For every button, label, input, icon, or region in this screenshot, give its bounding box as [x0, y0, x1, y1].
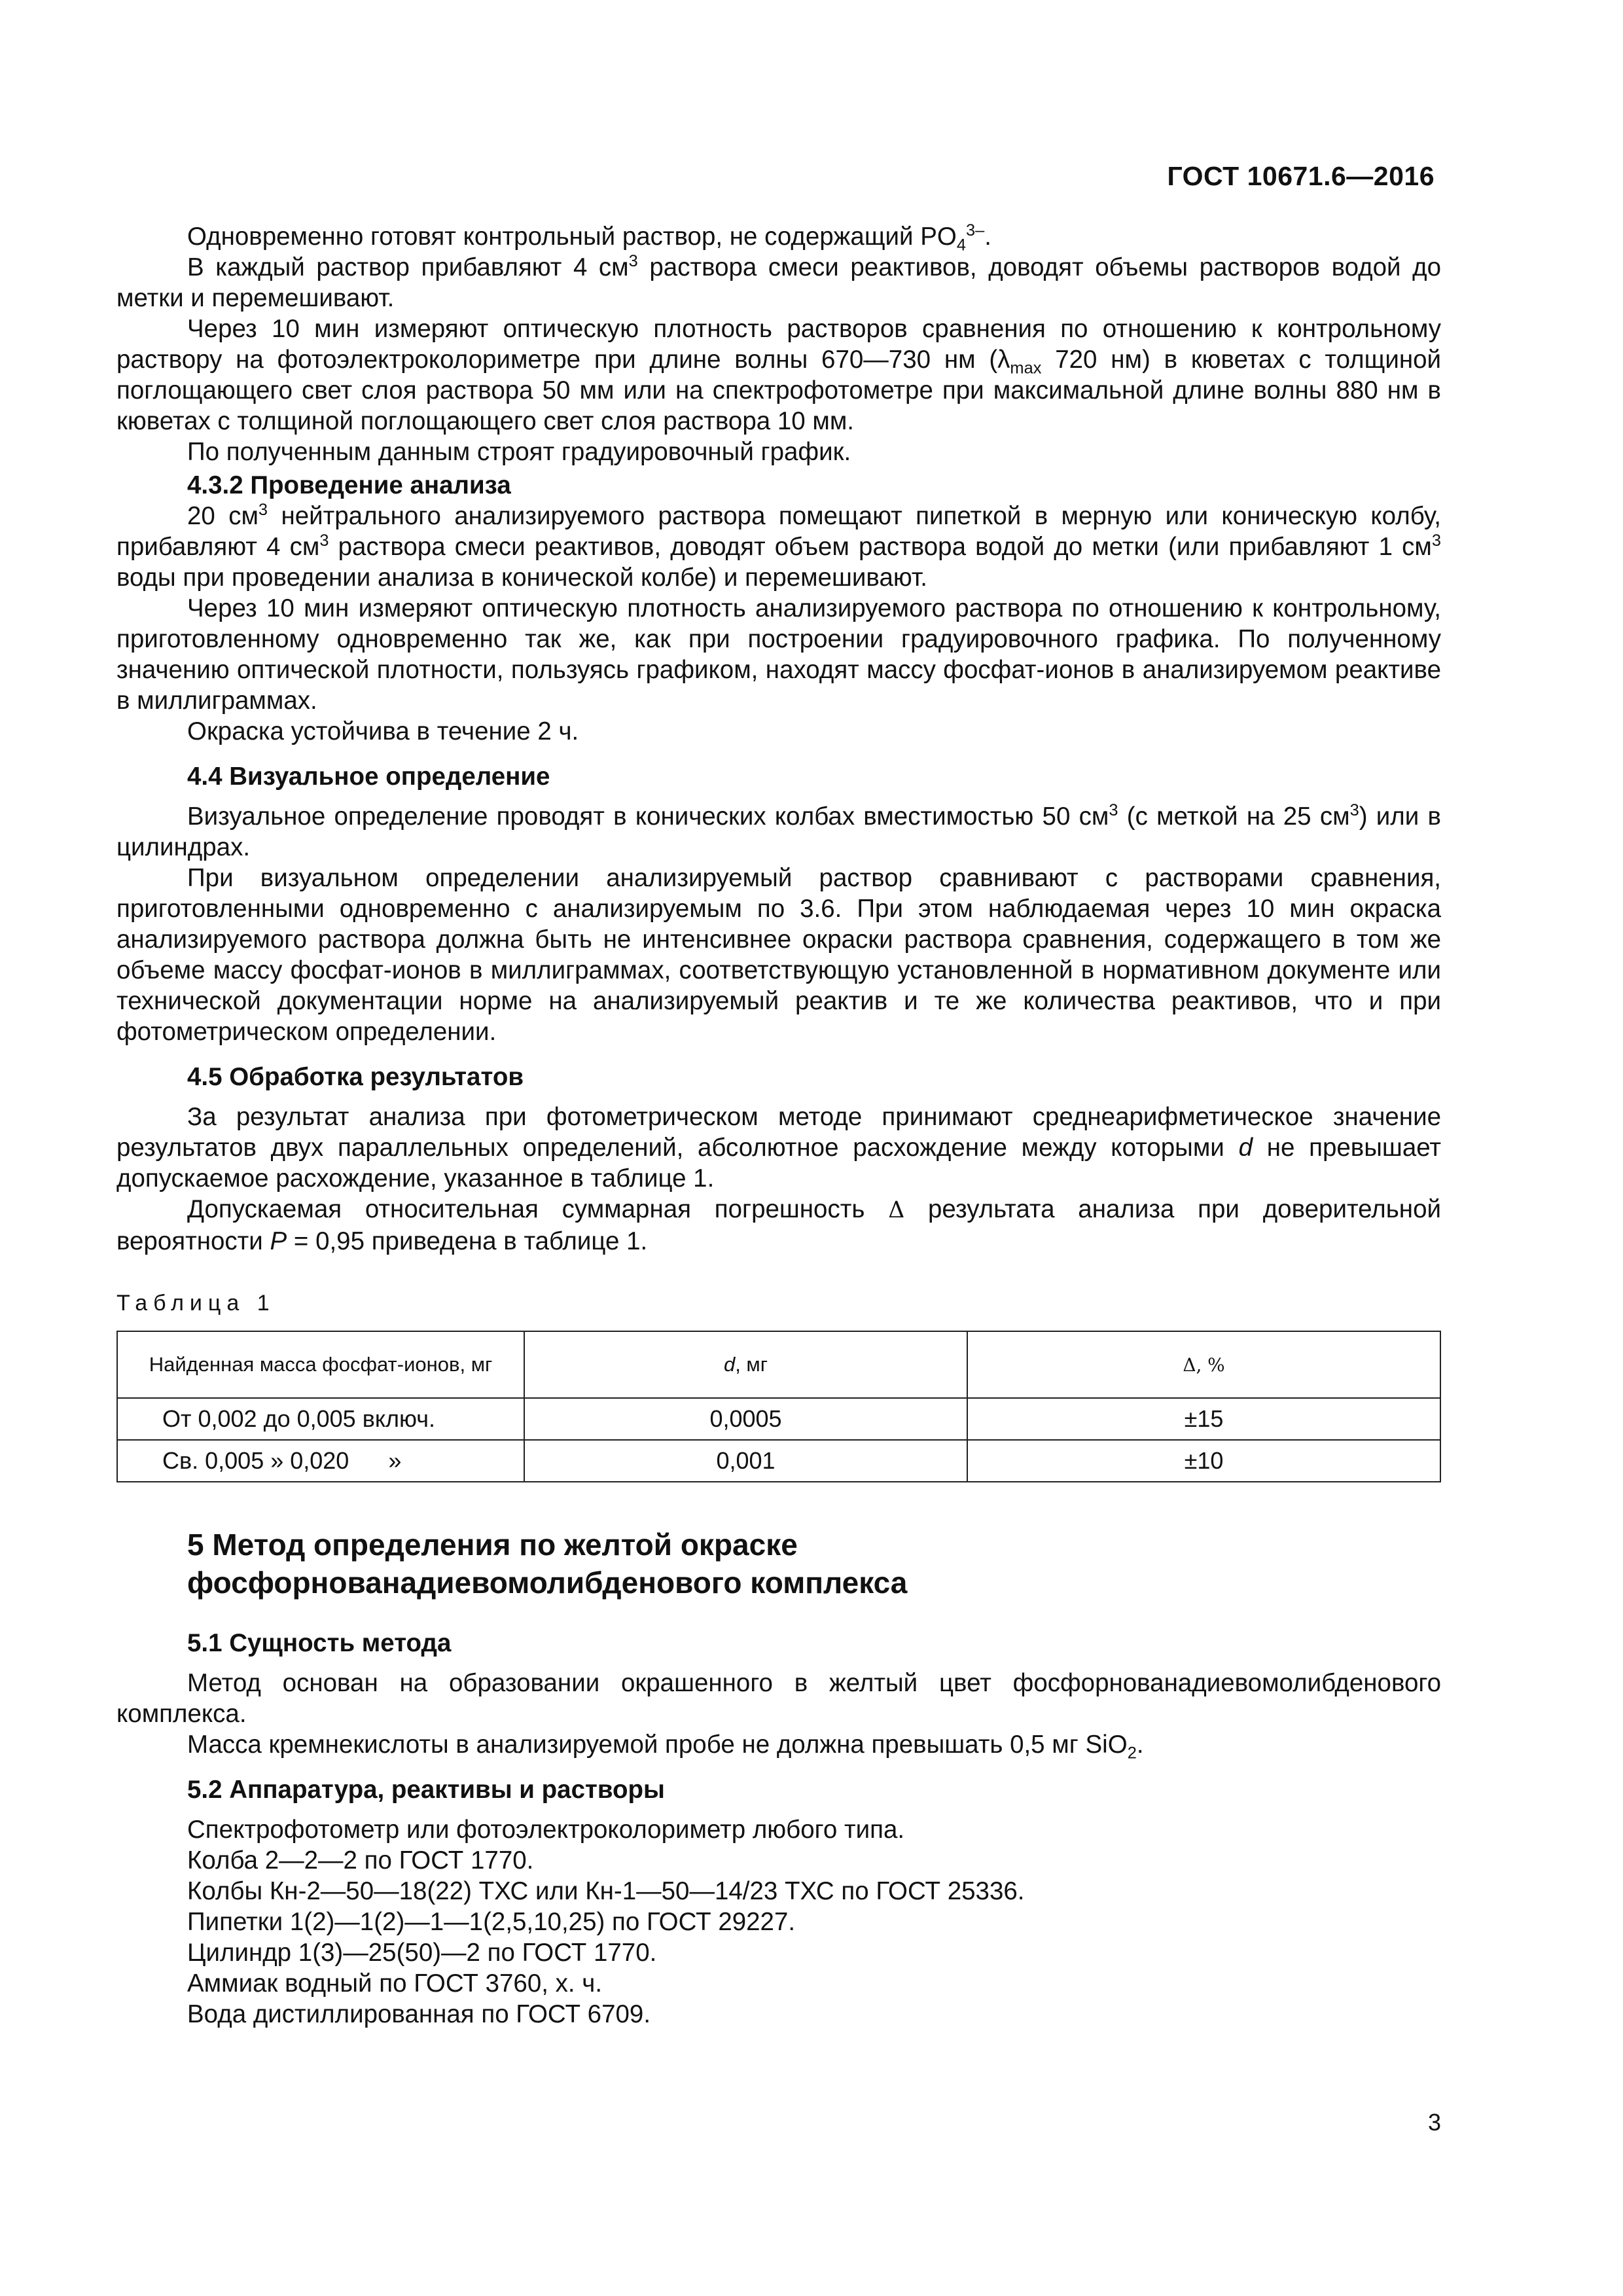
paragraph: При визуальном определении анализируемый раствор сравнивают с растворами сравнения, приготовленными одновременно с анализируемым по 3.6. При этом наблюдаемая через 10 мин окраска анализируемого раствора должна быть не интенсивнее окраски раствора сравнения, содержащего в том же объеме массу фосфат-ионов в миллиграммах, соответствующую установленной в нормативном документе или технической документации норме на анализируемый реактив и те же количества реактивов, что и при фотометрическом определении.	[116, 864, 1441, 1046]
paragraph: За результат анализа при фотометрическом методе принимают среднеарифметическое значение результатов двух параллельных определений, абсолютное расхождение между которыми d не превышает допускаемое расхождение, указанное в таблице 1.	[116, 1103, 1441, 1193]
paragraph: Визуальное определение проводят в конических колбах вместимостью 50 $см^3$ (с меткой на 25 $см^3$) или в цилиндрах.	[116, 801, 1442, 861]
column-header-delta: Δ, %	[967, 1331, 1440, 1398]
results-table	[116, 1331, 1441, 1482]
section-heading: 5.1 Сущность метода	[187, 1629, 452, 1657]
subsection-heading: 4.3.2 Проведение анализа	[187, 471, 511, 499]
standard-code: ГОСТ 10671.6—2016	[1167, 161, 1435, 191]
paragraph: Масса кремнекислоты в анализируемой пробе не должна превышать 0,5 мг SiO$_2$.	[187, 1731, 1144, 1763]
page-body	[116, 221, 1441, 2030]
list-item: Спектрофотометр или фотоэлектроколориметр любого типа.	[187, 1816, 905, 1844]
list-item: Цилиндр 1(3)—25(50)—2 по ГОСТ 1770.	[187, 1939, 657, 1967]
column-header-mass: Найденная масса фосфат-ионов, мг	[117, 1331, 524, 1398]
chapter-heading: 5 Метод определения по желтой окраске фосфорнованадиевомолибденового комплекса	[187, 1528, 908, 1600]
section-heading: 4.5 Обработка результатов	[187, 1063, 524, 1091]
table-row	[117, 1398, 1440, 1440]
list-item: Колбы Кн-2—50—18(22) ТХС или Кн-1—50—14/23 ТХС по ГОСТ 25336.	[187, 1877, 1025, 1905]
list-item: Аммиак водный по ГОСТ 3760, х. ч.	[187, 1969, 603, 1998]
table-header-row	[117, 1331, 1440, 1398]
section-heading: 5.2 Аппаратура, реактивы и растворы	[187, 1776, 665, 1804]
paragraph: Через 10 мин измеряют оптическую плотность анализируемого раствора по отношению к контрольному, приготовленному одновременно так же, как при построении градуировочного графика. По полученному значению оптической плотности, пользуясь графиком, находят массу фосфат-ионов в анализируемом реактиве в миллиграммах.	[116, 594, 1441, 715]
paragraph: Допускаемая относительная суммарная погрешность Δ результата анализа при доверительной вероятности P = 0,95 приведена в таблице 1.	[116, 1195, 1441, 1255]
paragraph: Через 10 мин измеряют оптическую плотность растворов сравнения по отношению к контрольному раствору на фотоэлектроколориметре при длине волны 670—730 нм ($\lambda_{max}$ 720 нм) в кюветах с толщиной поглощающего свет слоя раствора 50 мм или на спектрофотометре при максимальной длине волны 880 нм в кюветах с толщиной поглощающего свет слоя раствора 10 мм.	[116, 315, 1442, 435]
list-item: Вода дистиллированная по ГОСТ 6709.	[187, 2000, 651, 2028]
paragraph: Метод основан на образовании окрашенного в желтый цвет фосфорнованадиевомолибденового комплекса.	[116, 1669, 1441, 1728]
cell-mass: От 0,002 до 0,005 включ.	[117, 1398, 524, 1440]
paragraph: По полученным данным строят градуировочный график.	[187, 438, 851, 466]
cell-d: 0,0005	[524, 1398, 967, 1440]
cell-mass: Св. 0,005 » 0,020 »	[117, 1440, 524, 1482]
column-header-d: d, мг	[524, 1331, 967, 1398]
paragraph: Окраска устойчива в течение 2 ч.	[187, 717, 579, 745]
list-item: Колба 2—2—2 по ГОСТ 1770.	[187, 1846, 534, 1874]
table-row	[117, 1440, 1440, 1482]
cell-delta: ±15	[967, 1398, 1440, 1440]
paragraph: 20 $см^3$ нейтрального анализируемого раствора помещают пипеткой в мерную или коническую колбу, прибавляют 4 $см^3$ раствора смеси реактивов, доводят объем раствора водой до метки (или прибавляют 1 $см^3$ воды при проведении анализа в конической колбе) и перемешивают.	[116, 501, 1441, 592]
page-number: 3	[1427, 2109, 1441, 2136]
section-heading: 4.4 Визуальное определение	[187, 762, 550, 791]
list-item: Пипетки 1(2)—1(2)—1—1(2,5,10,25) по ГОСТ 29227.	[187, 1908, 796, 1936]
cell-delta: ±10	[967, 1440, 1440, 1482]
paragraph: В каждый раствор прибавляют 4 $см^3$ раствора смеси реактивов, доводят объемы растворов водой до метки и перемешивают.	[116, 252, 1441, 312]
paragraph: Одновременно готовят контрольный раствор, не содержащий $PO_4^{3-}$.	[187, 221, 991, 255]
table-caption: Таблица 1	[116, 1291, 276, 1316]
cell-d: 0,001	[524, 1440, 967, 1482]
